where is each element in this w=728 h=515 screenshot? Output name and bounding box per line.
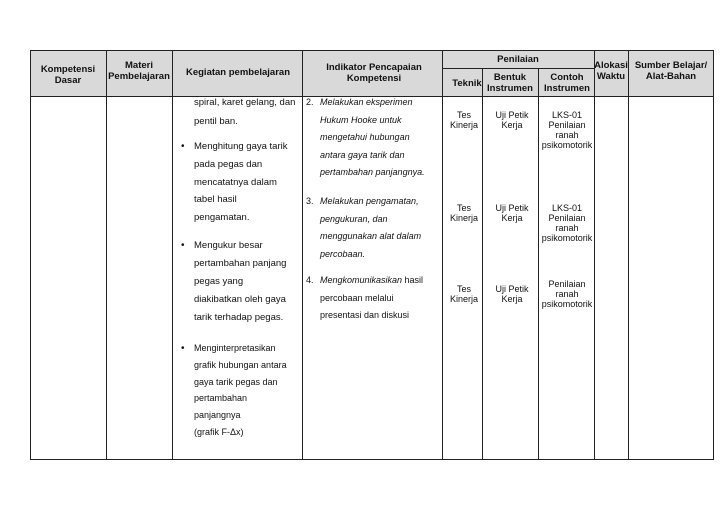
indikator-num-4: 4. xyxy=(306,275,314,285)
kegiatan-line: Menginterpretasikan xyxy=(194,343,276,353)
bentuk-cell xyxy=(484,284,540,304)
cell-line: LKS-01 xyxy=(551,203,583,213)
syllabus-table xyxy=(30,50,714,460)
cell-line: psikomotorik xyxy=(541,140,593,150)
col-line xyxy=(713,50,714,460)
bullet-icon: • xyxy=(181,141,185,152)
cell-line: Kerja xyxy=(501,294,523,304)
cell-line: Uji Petik xyxy=(495,110,529,120)
cell-line: Kerja xyxy=(501,120,523,130)
col-line xyxy=(302,50,303,460)
indikator-line: percobaan melalui xyxy=(320,292,394,303)
indikator-line: Melakukan eksperimen xyxy=(320,97,413,107)
teknik-cell xyxy=(442,284,486,304)
indikator-line: presentasi dan diskusi xyxy=(320,310,410,320)
kegiatan-bullet-3 xyxy=(194,340,287,441)
indikator-line: Melakukan pengamatan, xyxy=(320,196,419,206)
kegiatan-line: gaya tarik pegas dan xyxy=(194,376,278,387)
cell-line: Tes xyxy=(456,284,471,294)
cell-line: Tes xyxy=(456,110,471,120)
indikator-line xyxy=(320,272,423,290)
indikator-num-2: 2. xyxy=(306,97,314,107)
kegiatan-bullet-2 xyxy=(194,237,286,327)
cell-line: Uji Petik xyxy=(495,203,529,213)
header-kegiatan: Kegiatan pembelajaran xyxy=(174,67,302,78)
cell-line: psikomotorik xyxy=(541,233,593,243)
cell-line: Tes xyxy=(456,203,471,213)
indikator-item-2 xyxy=(320,94,425,182)
teknik-cell xyxy=(442,110,486,130)
header-kompetensi: Kompetensi Dasar xyxy=(30,64,106,86)
kegiatan-line: pertambahan panjang xyxy=(194,258,287,269)
kegiatan-line: pentil ban. xyxy=(194,116,238,127)
cell-line: Kinerja xyxy=(449,120,478,130)
col-line xyxy=(106,50,107,460)
indikator-italic: Mengkomunikasikan xyxy=(320,275,403,285)
header-indikator: Indikator Pencapaian Kompetensi xyxy=(306,62,442,84)
kegiatan-line: diakibatkan oleh gaya xyxy=(194,294,286,305)
bullet-icon: • xyxy=(181,343,185,354)
contoh-cell xyxy=(536,110,598,150)
table-border-top xyxy=(30,50,714,51)
col-line xyxy=(172,50,173,460)
cell-line: Kinerja xyxy=(449,294,478,304)
col-line xyxy=(628,50,629,460)
cell-line: Kinerja xyxy=(449,213,478,223)
col-line xyxy=(30,50,31,460)
header-bentuk: Bentuk Instrumen xyxy=(482,72,538,94)
kegiatan-line: pertambahan xyxy=(194,393,248,404)
header-penilaian: Penilaian xyxy=(442,54,594,65)
indikator-item-4 xyxy=(320,272,423,325)
kegiatan-line: grafik hubungan antara xyxy=(194,359,287,370)
cell-line: psikomotorik xyxy=(541,299,593,309)
kegiatan-intro xyxy=(194,94,295,130)
header-alokasi: Alokasi Waktu xyxy=(594,60,628,82)
header-teknik: Teknik xyxy=(442,78,492,89)
teknik-cell xyxy=(442,203,486,223)
header-contoh: Contoh Instrumen xyxy=(538,72,596,94)
kegiatan-line: pegas yang xyxy=(194,276,244,287)
indikator-line: pertambahan panjangnya. xyxy=(320,167,425,177)
indikator-line: pengukuran, dan xyxy=(320,213,388,224)
table-border-bottom xyxy=(30,459,714,460)
indikator-line: mengetahui hubungan xyxy=(320,132,410,142)
cell-line: Penilaian xyxy=(548,213,586,223)
bullet-icon: • xyxy=(181,240,185,251)
kegiatan-line: pada pegas dan xyxy=(194,158,263,170)
indikator-line: percobaan. xyxy=(320,248,366,259)
penilaian-divider xyxy=(442,68,594,69)
kegiatan-line: spiral, karet gelang, dan xyxy=(194,97,296,108)
cell-line: LKS-01 xyxy=(551,110,583,120)
cell-line: Penilaian xyxy=(548,120,586,130)
contoh-cell xyxy=(536,279,598,309)
kegiatan-line: tabel hasil xyxy=(194,194,237,206)
cell-line: Penilaian xyxy=(548,279,586,289)
header-sumber: Sumber Belajar/ Alat-Bahan xyxy=(628,60,714,82)
indikator-line: Hukum Hooke untuk xyxy=(320,114,402,125)
cell-line: Uji Petik xyxy=(495,284,529,294)
indikator-num-3: 3. xyxy=(306,196,314,206)
kegiatan-line: Mengukur besar xyxy=(194,240,263,251)
bentuk-cell xyxy=(484,203,540,223)
contoh-cell xyxy=(536,203,598,243)
indikator-line: menggunakan alat dalam xyxy=(320,231,422,241)
kegiatan-bullet-1 xyxy=(194,138,287,227)
cell-line: Kerja xyxy=(501,213,523,223)
kegiatan-line: pengamatan. xyxy=(194,212,250,224)
kegiatan-line: (grafik F-Δx) xyxy=(194,426,244,437)
indikator-plain: hasil xyxy=(402,275,424,285)
indikator-item-3 xyxy=(320,193,421,263)
indikator-line: antara gaya tarik dan xyxy=(320,149,405,160)
kegiatan-line: mencatatnya dalam xyxy=(194,176,277,188)
cell-line: ranah xyxy=(555,289,579,299)
kegiatan-line: Menghitung gaya tarik xyxy=(194,141,288,152)
cell-line: ranah xyxy=(555,130,579,140)
kegiatan-line: tarik terhadap pegas. xyxy=(194,312,284,323)
bentuk-cell xyxy=(484,110,540,130)
cell-line: ranah xyxy=(555,223,579,233)
kegiatan-line: panjangnya xyxy=(194,410,241,421)
header-materi: Materi Pembelajaran xyxy=(106,60,172,82)
